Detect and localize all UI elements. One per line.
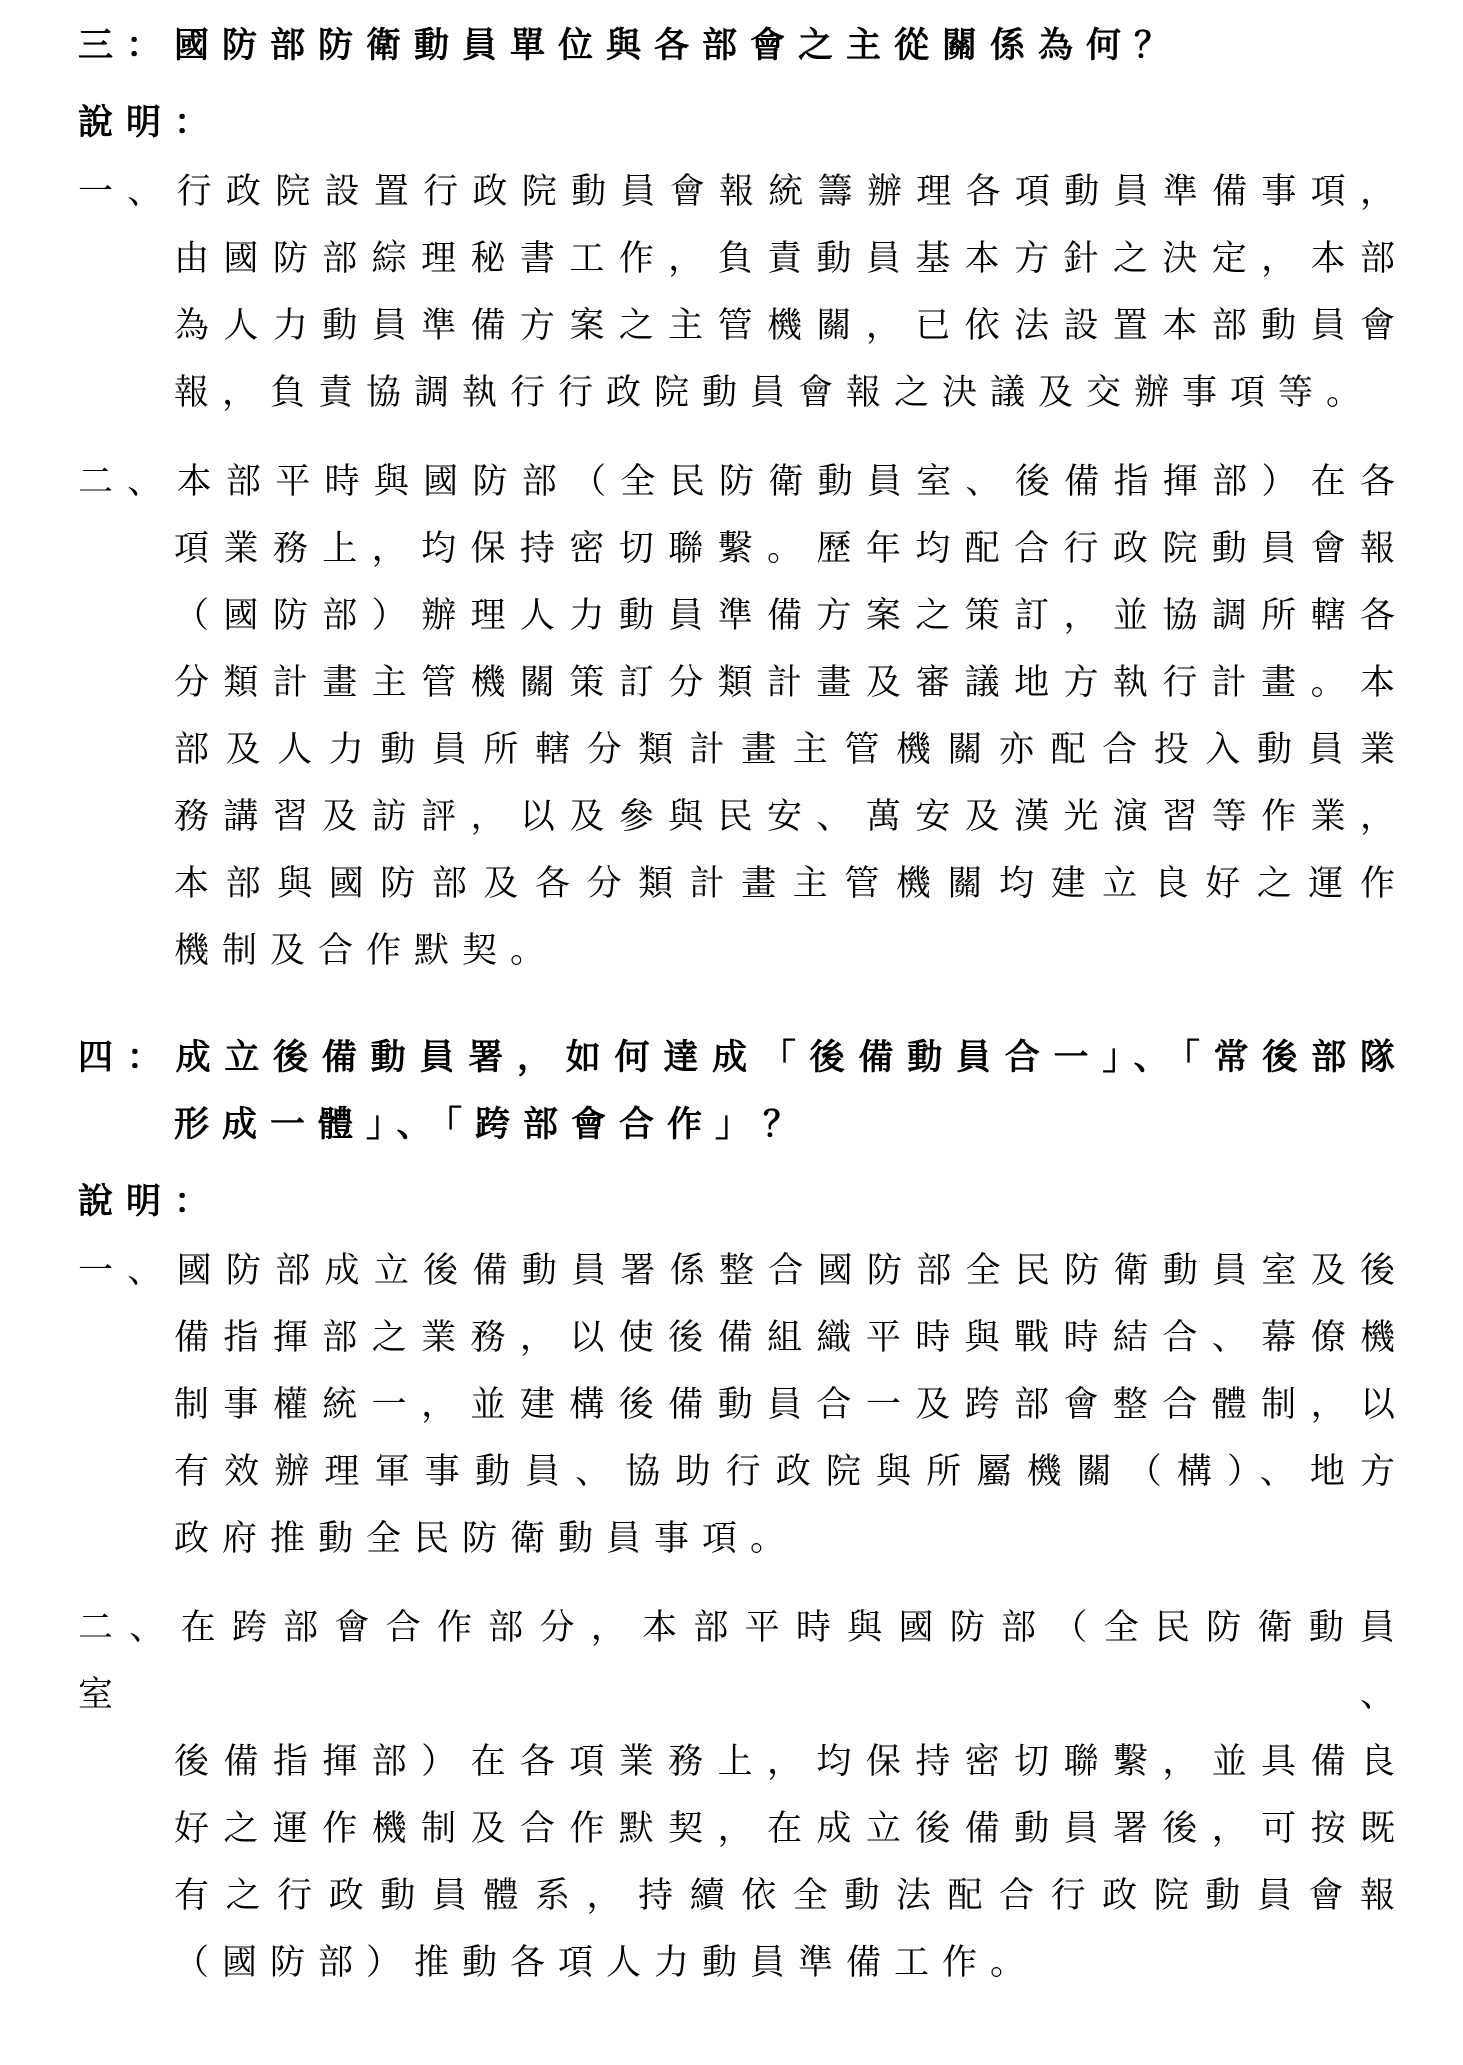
- list-item-text: 為人力動員準備方案之主管機關，已依法設置本部動員會: [174, 306, 1408, 345]
- list-item-line: [174, 1728, 1408, 1795]
- list-item-line: [174, 783, 1408, 850]
- list-item-marker: 二、: [78, 462, 177, 501]
- list-item-text: 後備指揮部）在各項業務上，均保持密切聯繫，並具備良: [174, 1742, 1408, 1781]
- list-item-text: （國防部）辦理人力動員準備方案之策訂，並協調所轄各: [174, 596, 1408, 635]
- list-item-text: 行政院設置行政院動員會報統籌辦理各項動員準備事項，: [176, 172, 1408, 211]
- list-item-text: 務講習及訪評，以及參與民安、萬安及漢光演習等作業，: [174, 797, 1408, 836]
- list-item-marker: 一、: [78, 1251, 177, 1290]
- explanation-label: 說明：: [78, 103, 223, 142]
- list-item-line: [78, 158, 1408, 225]
- list-item-text: 有之行政動員體系，持續依全動法配合行政院動員會報: [174, 1876, 1408, 1915]
- list-item-line: [174, 649, 1408, 716]
- list-item-text: 制事權統一，並建構後備動員合一及跨部會整合體制，以: [174, 1385, 1408, 1424]
- question-heading-text: 形成一體」、「跨部會合作」？: [174, 1105, 812, 1144]
- question-heading-line: [174, 1091, 1408, 1158]
- list-item-line: [174, 917, 1408, 984]
- list-item: [78, 448, 1408, 984]
- list-item-line: [174, 1929, 1408, 1996]
- list-item-line: [174, 1371, 1408, 1438]
- list-item-text: 分類計畫主管機關策訂分類計畫及審議地方執行計畫。本: [174, 663, 1408, 702]
- question-heading-line: [78, 1024, 1408, 1091]
- list-item-line: [174, 1304, 1408, 1371]
- list-item-text: 項業務上，均保持密切聯繫。歷年均配合行政院動員會報: [174, 529, 1408, 568]
- list-item-text: 由國防部綜理秘書工作，負責動員基本方針之決定，本部: [174, 239, 1408, 278]
- list-item-line: [174, 582, 1408, 649]
- list-item-text: 國防部成立後備動員署係整合國防部全民防衛動員室及後: [176, 1251, 1408, 1290]
- list-item-line: [174, 1795, 1408, 1862]
- list-item-text: 本部平時與國防部（全民防衛動員室、後備指揮部）在各: [176, 462, 1408, 501]
- question-heading: [78, 1024, 1408, 1158]
- list-item-text: 機制及合作默契。: [174, 931, 559, 970]
- question-heading-marker: 四：: [78, 1038, 176, 1077]
- question-heading-text: 國防部防衛動員單位與各部會之主從關係為何？: [174, 26, 1183, 65]
- list-item-line: [174, 1438, 1408, 1505]
- list-item: [78, 1237, 1408, 1572]
- list-item-line: [174, 292, 1408, 359]
- list-item-line: [78, 1594, 1408, 1728]
- list-item-text: 在跨部會合作部分，本部平時與國防部（全民防衛動員室、: [78, 1608, 1408, 1714]
- list-item-text: （國防部）推動各項人力動員準備工作。: [174, 1943, 1039, 1982]
- list-item-text: 好之運作機制及合作默契，在成立後備動員署後，可按既: [174, 1809, 1408, 1848]
- list-item-text: 部及人力動員所轄分類計畫主管機關亦配合投入動員業: [174, 730, 1408, 769]
- list-item-line: [174, 850, 1408, 917]
- list-item-line: [174, 359, 1408, 426]
- question-heading-text: 成立後備動員署，如何達成「後備動員合一」、「常後部隊: [175, 1038, 1408, 1077]
- list-item-text: 備指揮部之業務，以使後備組織平時與戰時結合、幕僚機: [174, 1318, 1408, 1357]
- question-heading-marker: 三：: [78, 26, 175, 65]
- list-item-text: 政府推動全民防衛動員事項。: [174, 1519, 799, 1558]
- list-item-marker: 一、: [78, 172, 177, 211]
- list-item-line: [174, 716, 1408, 783]
- list-item-text: 本部與國防部及各分類計畫主管機關均建立良好之運作: [174, 864, 1408, 903]
- list-item: [78, 158, 1408, 426]
- list-item: [78, 1594, 1408, 1996]
- list-item-line: [174, 225, 1408, 292]
- list-item-text: 報，負責協調執行行政院動員會報之決議及交辦事項等。: [174, 373, 1375, 412]
- list-item-marker: 二、: [78, 1608, 181, 1647]
- list-item-line: [78, 1237, 1408, 1304]
- list-item-line: [174, 1862, 1408, 1929]
- question-heading-line: [78, 12, 1408, 79]
- explanation-label: 說明：: [78, 1182, 223, 1221]
- list-item-line: [174, 515, 1408, 582]
- question-heading: [78, 12, 1408, 79]
- list-item-line: [78, 448, 1408, 515]
- list-item-text: 有效辦理軍事動員、協助行政院與所屬機關（構）、地方: [174, 1452, 1408, 1491]
- list-item-line: [174, 1505, 1408, 1572]
